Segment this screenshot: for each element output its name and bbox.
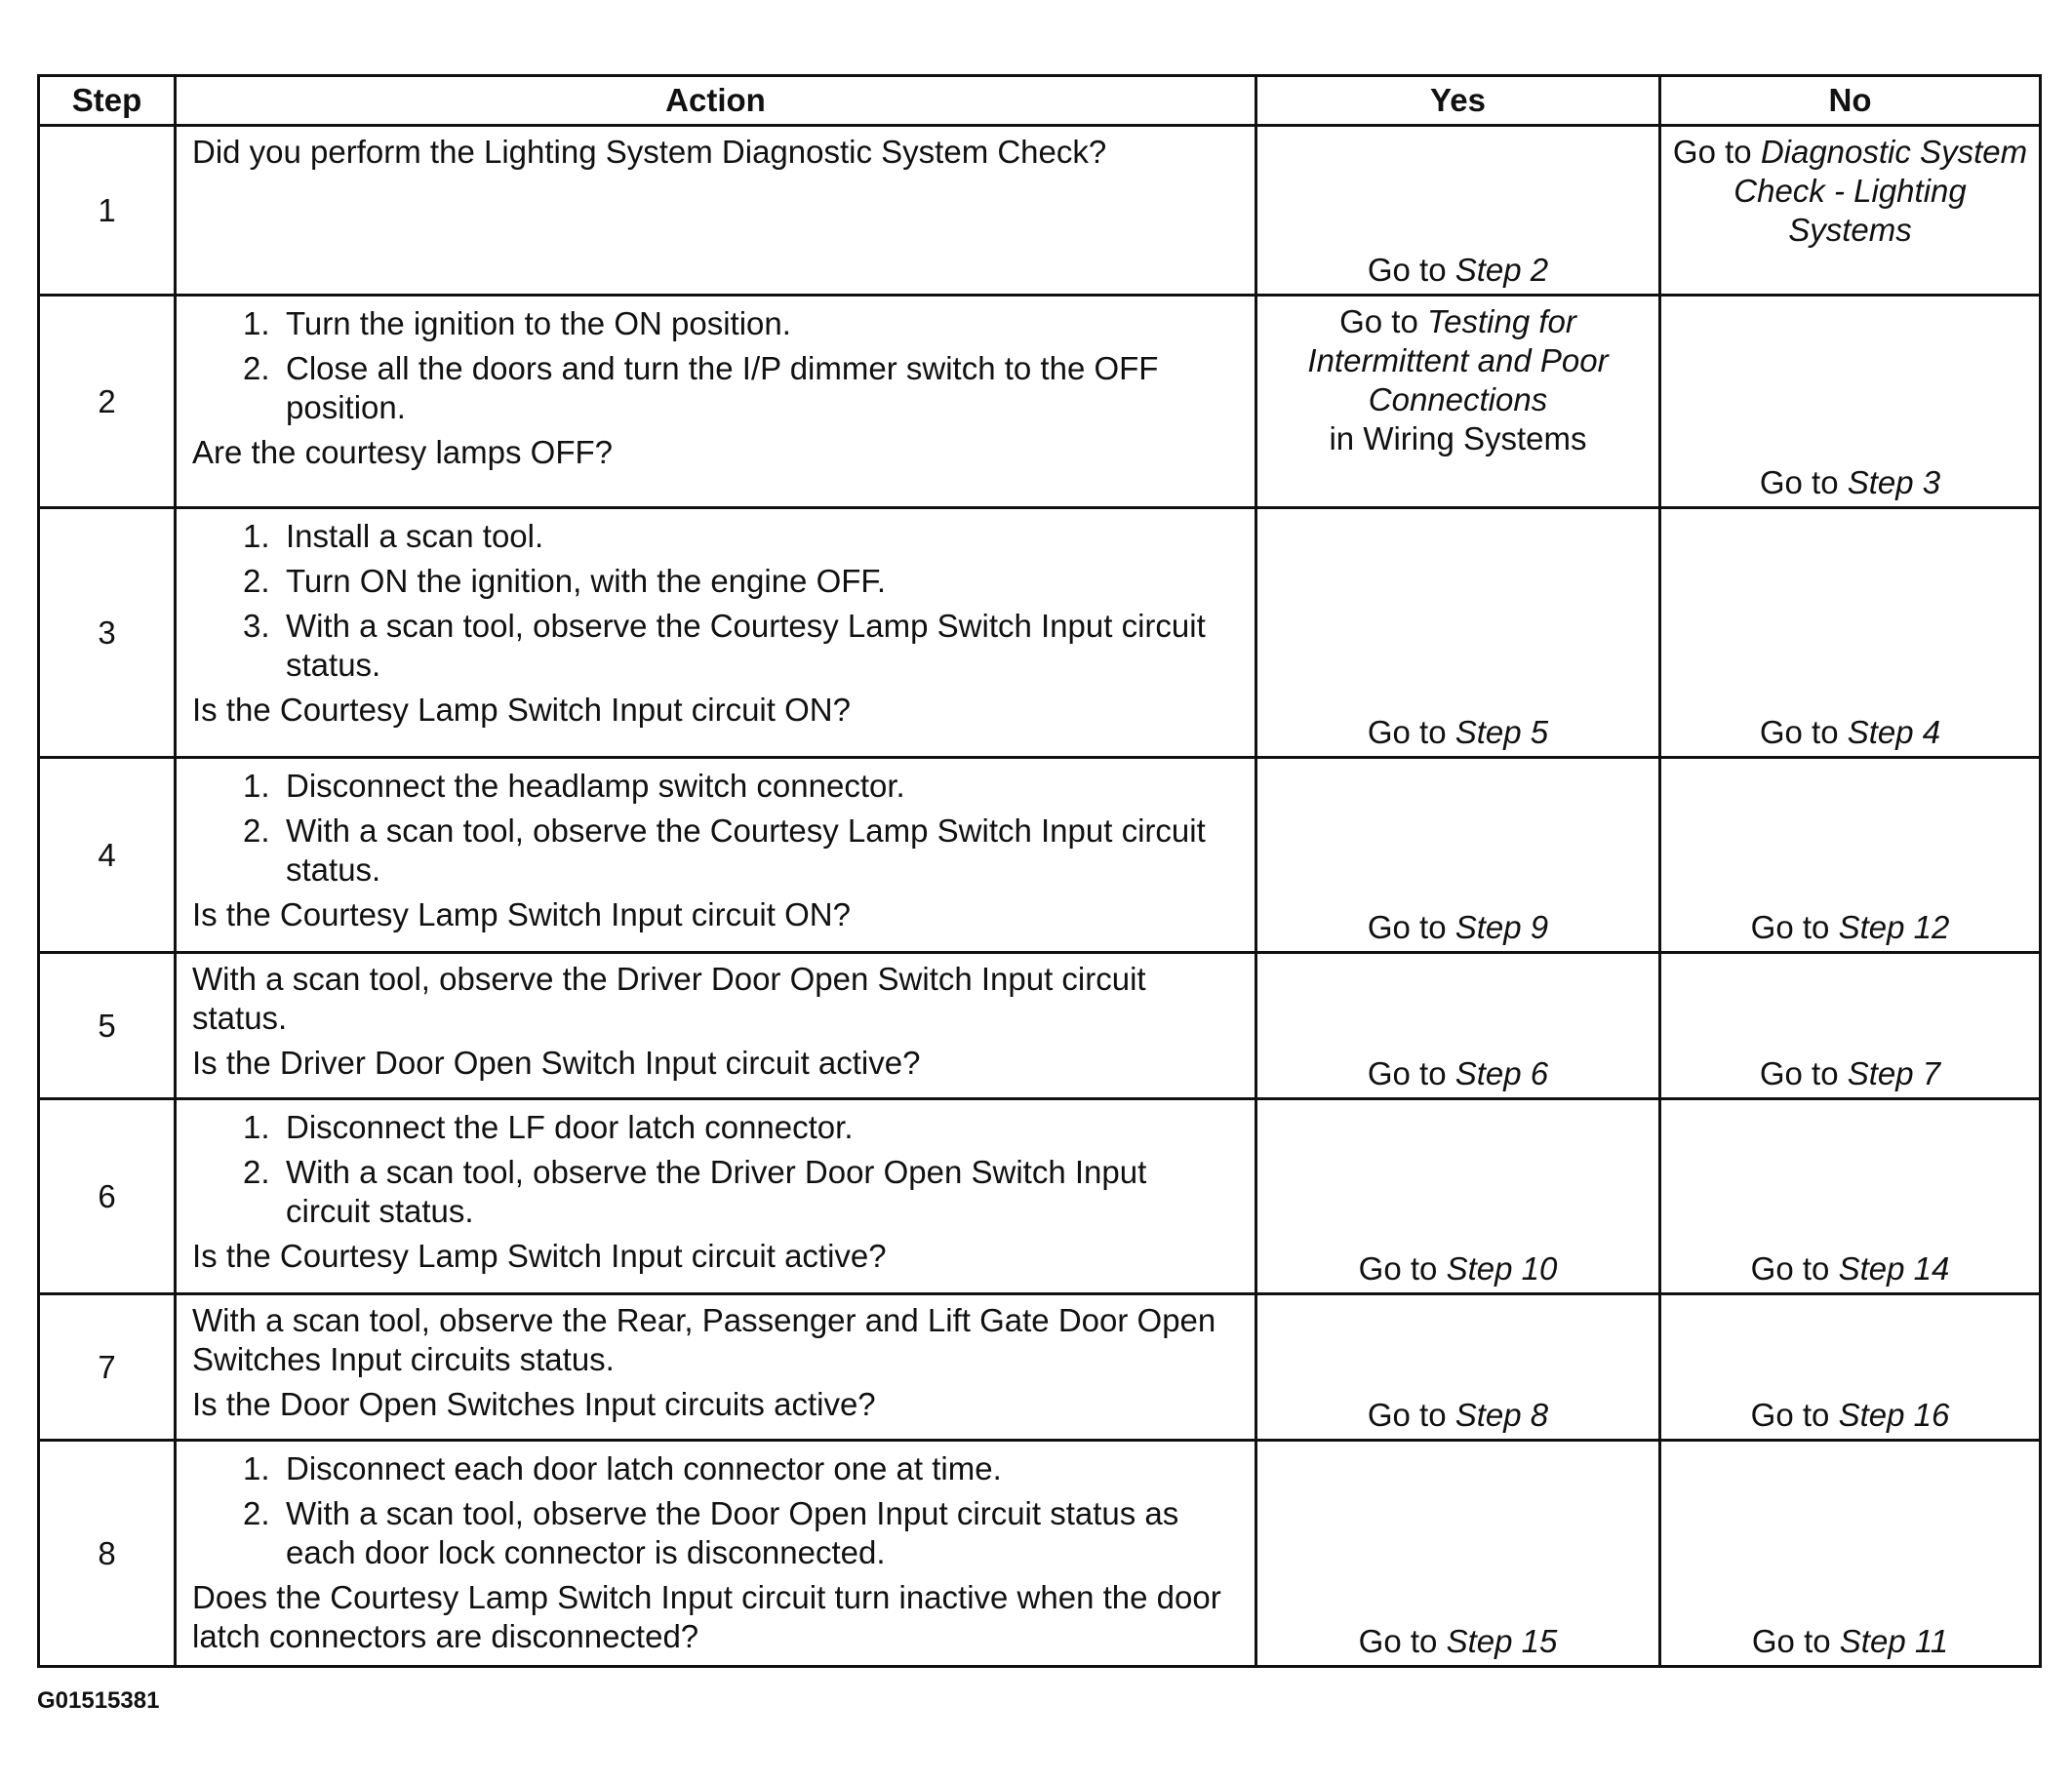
no-cell [1660,1294,2041,1441]
action-list-item [243,517,1233,556]
table-row [39,296,2041,508]
header-action: Action [176,76,1256,126]
yes-reference: Step 9 [1454,909,1549,945]
step-number: 3 [39,508,176,758]
item-text: With a scan tool, observe the Courtesy Lamp Switch Input circuit status. [286,608,1206,683]
yes-prefix: Go to [1367,714,1447,750]
item-number: 1. [243,768,270,804]
item-text: With a scan tool, observe the Driver Door Open Switch Input circuit status. [286,1154,1147,1229]
item-text: Install a scan tool. [286,518,544,554]
table-row [39,953,2041,1099]
no-prefix: Go to [1759,464,1839,500]
yes-reference: Step 15 [1446,1623,1558,1659]
header-row [39,76,2041,126]
step-number: 2 [39,296,176,508]
action-list-item [243,607,1233,685]
yes-reference: Step 5 [1454,714,1549,750]
action-cell [176,1099,1256,1294]
yes-cell [1256,126,1660,296]
action-question: Is the Courtesy Lamp Switch Input circuit ON? [192,896,851,932]
action-question: Is the Courtesy Lamp Switch Input circuit active? [192,1238,887,1274]
yes-reference: Step 8 [1454,1397,1549,1433]
action-list-item [243,1449,1233,1488]
no-prefix: Go to [1750,1250,1830,1287]
no-reference: Step 14 [1838,1250,1950,1287]
item-number: 1. [243,305,270,341]
step-number: 5 [39,953,176,1099]
no-prefix: Go to [1759,1055,1839,1091]
no-cell [1660,296,2041,508]
no-reference: Step 3 [1847,464,1941,500]
yes-reference: Testing for Intermittent and Poor Connections [1307,303,1609,417]
action-cell [176,1294,1256,1441]
yes-prefix: Go to [1367,909,1447,945]
yes-prefix: Go to [1358,1250,1438,1287]
action-cell [176,758,1256,953]
no-prefix: Go to [1751,1623,1831,1659]
yes-cell [1256,1099,1660,1294]
item-number: 1. [243,1109,270,1145]
header-step: Step [39,76,176,126]
action-cell [176,296,1256,508]
action-text: Did you perform the Lighting System Diagnostic System Check? [192,134,1107,170]
no-reference: Step 16 [1838,1397,1950,1433]
no-cell [1660,758,2041,953]
item-text: Disconnect each door latch connector one at time. [286,1450,1002,1486]
no-cell [1660,126,2041,296]
step-number: 1 [39,126,176,296]
step-number: 8 [39,1441,176,1667]
action-list-item [243,767,1233,806]
action-list-item [243,562,1233,601]
table-row [39,758,2041,953]
item-text: Disconnect the headlamp switch connector. [286,768,905,804]
action-list-item [243,349,1233,427]
action-cell [176,1441,1256,1667]
item-number: 2. [243,1154,270,1190]
no-cell [1660,508,2041,758]
action-cell [176,953,1256,1099]
yes-reference: Step 2 [1454,252,1549,288]
no-reference: Step 4 [1847,714,1941,750]
action-cell [176,126,1256,296]
table-row [39,1294,2041,1441]
yes-cell [1256,1441,1660,1667]
no-reference: Step 7 [1847,1055,1941,1091]
action-list-item [243,812,1233,890]
yes-reference: Step 10 [1446,1250,1558,1287]
no-reference: Step 12 [1838,909,1950,945]
item-text: Close all the doors and turn the I/P dimmer switch to the OFF position. [286,350,1159,425]
yes-prefix: Go to [1358,1623,1438,1659]
no-reference: Step 11 [1839,1623,1949,1659]
no-prefix: Go to [1750,1397,1830,1433]
step-number: 4 [39,758,176,953]
header-yes: Yes [1256,76,1660,126]
yes-link-line [1267,302,1649,419]
item-text: Disconnect the LF door latch connector. [286,1109,854,1145]
table-row [39,126,2041,296]
action-list-item [243,1108,1233,1147]
no-cell [1660,1099,2041,1294]
action-list-item [243,304,1233,343]
yes-suffix: in Wiring Systems [1329,420,1587,456]
no-cell [1660,1441,2041,1667]
action-question: Is the Driver Door Open Switch Input circuit active? [192,1045,921,1081]
no-reference: Diagnostic System Check - Lighting Systems [1733,134,2028,248]
item-text: Turn the ignition to the ON position. [286,305,791,341]
table-row [39,508,2041,758]
action-question: Is the Door Open Switches Input circuits active? [192,1386,876,1422]
yes-prefix: Go to [1339,303,1418,339]
figure-id: G01515381 [37,1687,160,1714]
item-text: Turn ON the ignition, with the engine OFF. [286,563,887,599]
yes-cell [1256,508,1660,758]
action-list-item [243,1153,1233,1231]
yes-cell [1256,953,1660,1099]
yes-prefix: Go to [1367,252,1447,288]
no-cell [1660,953,2041,1099]
action-text: With a scan tool, observe the Rear, Passenger and Lift Gate Door Open Switches Input circuits status. [192,1302,1216,1377]
item-number: 3. [243,608,270,644]
action-text: With a scan tool, observe the Driver Door Open Switch Input circuit status. [192,961,1146,1036]
item-number: 2. [243,812,270,849]
item-number: 1. [243,1450,270,1486]
yes-cell [1256,758,1660,953]
header-no: No [1660,76,2041,126]
item-text: With a scan tool, observe the Door Open Input circuit status as each door lock connector is disconnected. [286,1495,1179,1570]
no-prefix: Go to [1759,714,1839,750]
item-text: With a scan tool, observe the Courtesy Lamp Switch Input circuit status. [286,812,1206,888]
yes-prefix: Go to [1367,1055,1447,1091]
item-number: 2. [243,350,270,386]
yes-cell [1256,1294,1660,1441]
action-question: Does the Courtesy Lamp Switch Input circuit turn inactive when the door latch connectors are disconnected? [192,1579,1221,1654]
no-prefix: Go to [1750,909,1830,945]
yes-reference: Step 6 [1454,1055,1549,1091]
item-number: 1. [243,518,270,554]
table-body [39,126,2041,1667]
yes-cell [1256,296,1660,508]
action-cell [176,508,1256,758]
table-row [39,1441,2041,1667]
item-number: 2. [243,563,270,599]
step-number: 7 [39,1294,176,1441]
action-list-item [243,1494,1233,1572]
action-question: Are the courtesy lamps OFF? [192,434,613,470]
diagnostic-table [37,74,2042,1668]
step-number: 6 [39,1099,176,1294]
item-number: 2. [243,1495,270,1531]
table-row [39,1099,2041,1294]
no-prefix: Go to [1672,134,1752,170]
yes-prefix: Go to [1367,1397,1447,1433]
action-question: Is the Courtesy Lamp Switch Input circuit ON? [192,692,851,728]
